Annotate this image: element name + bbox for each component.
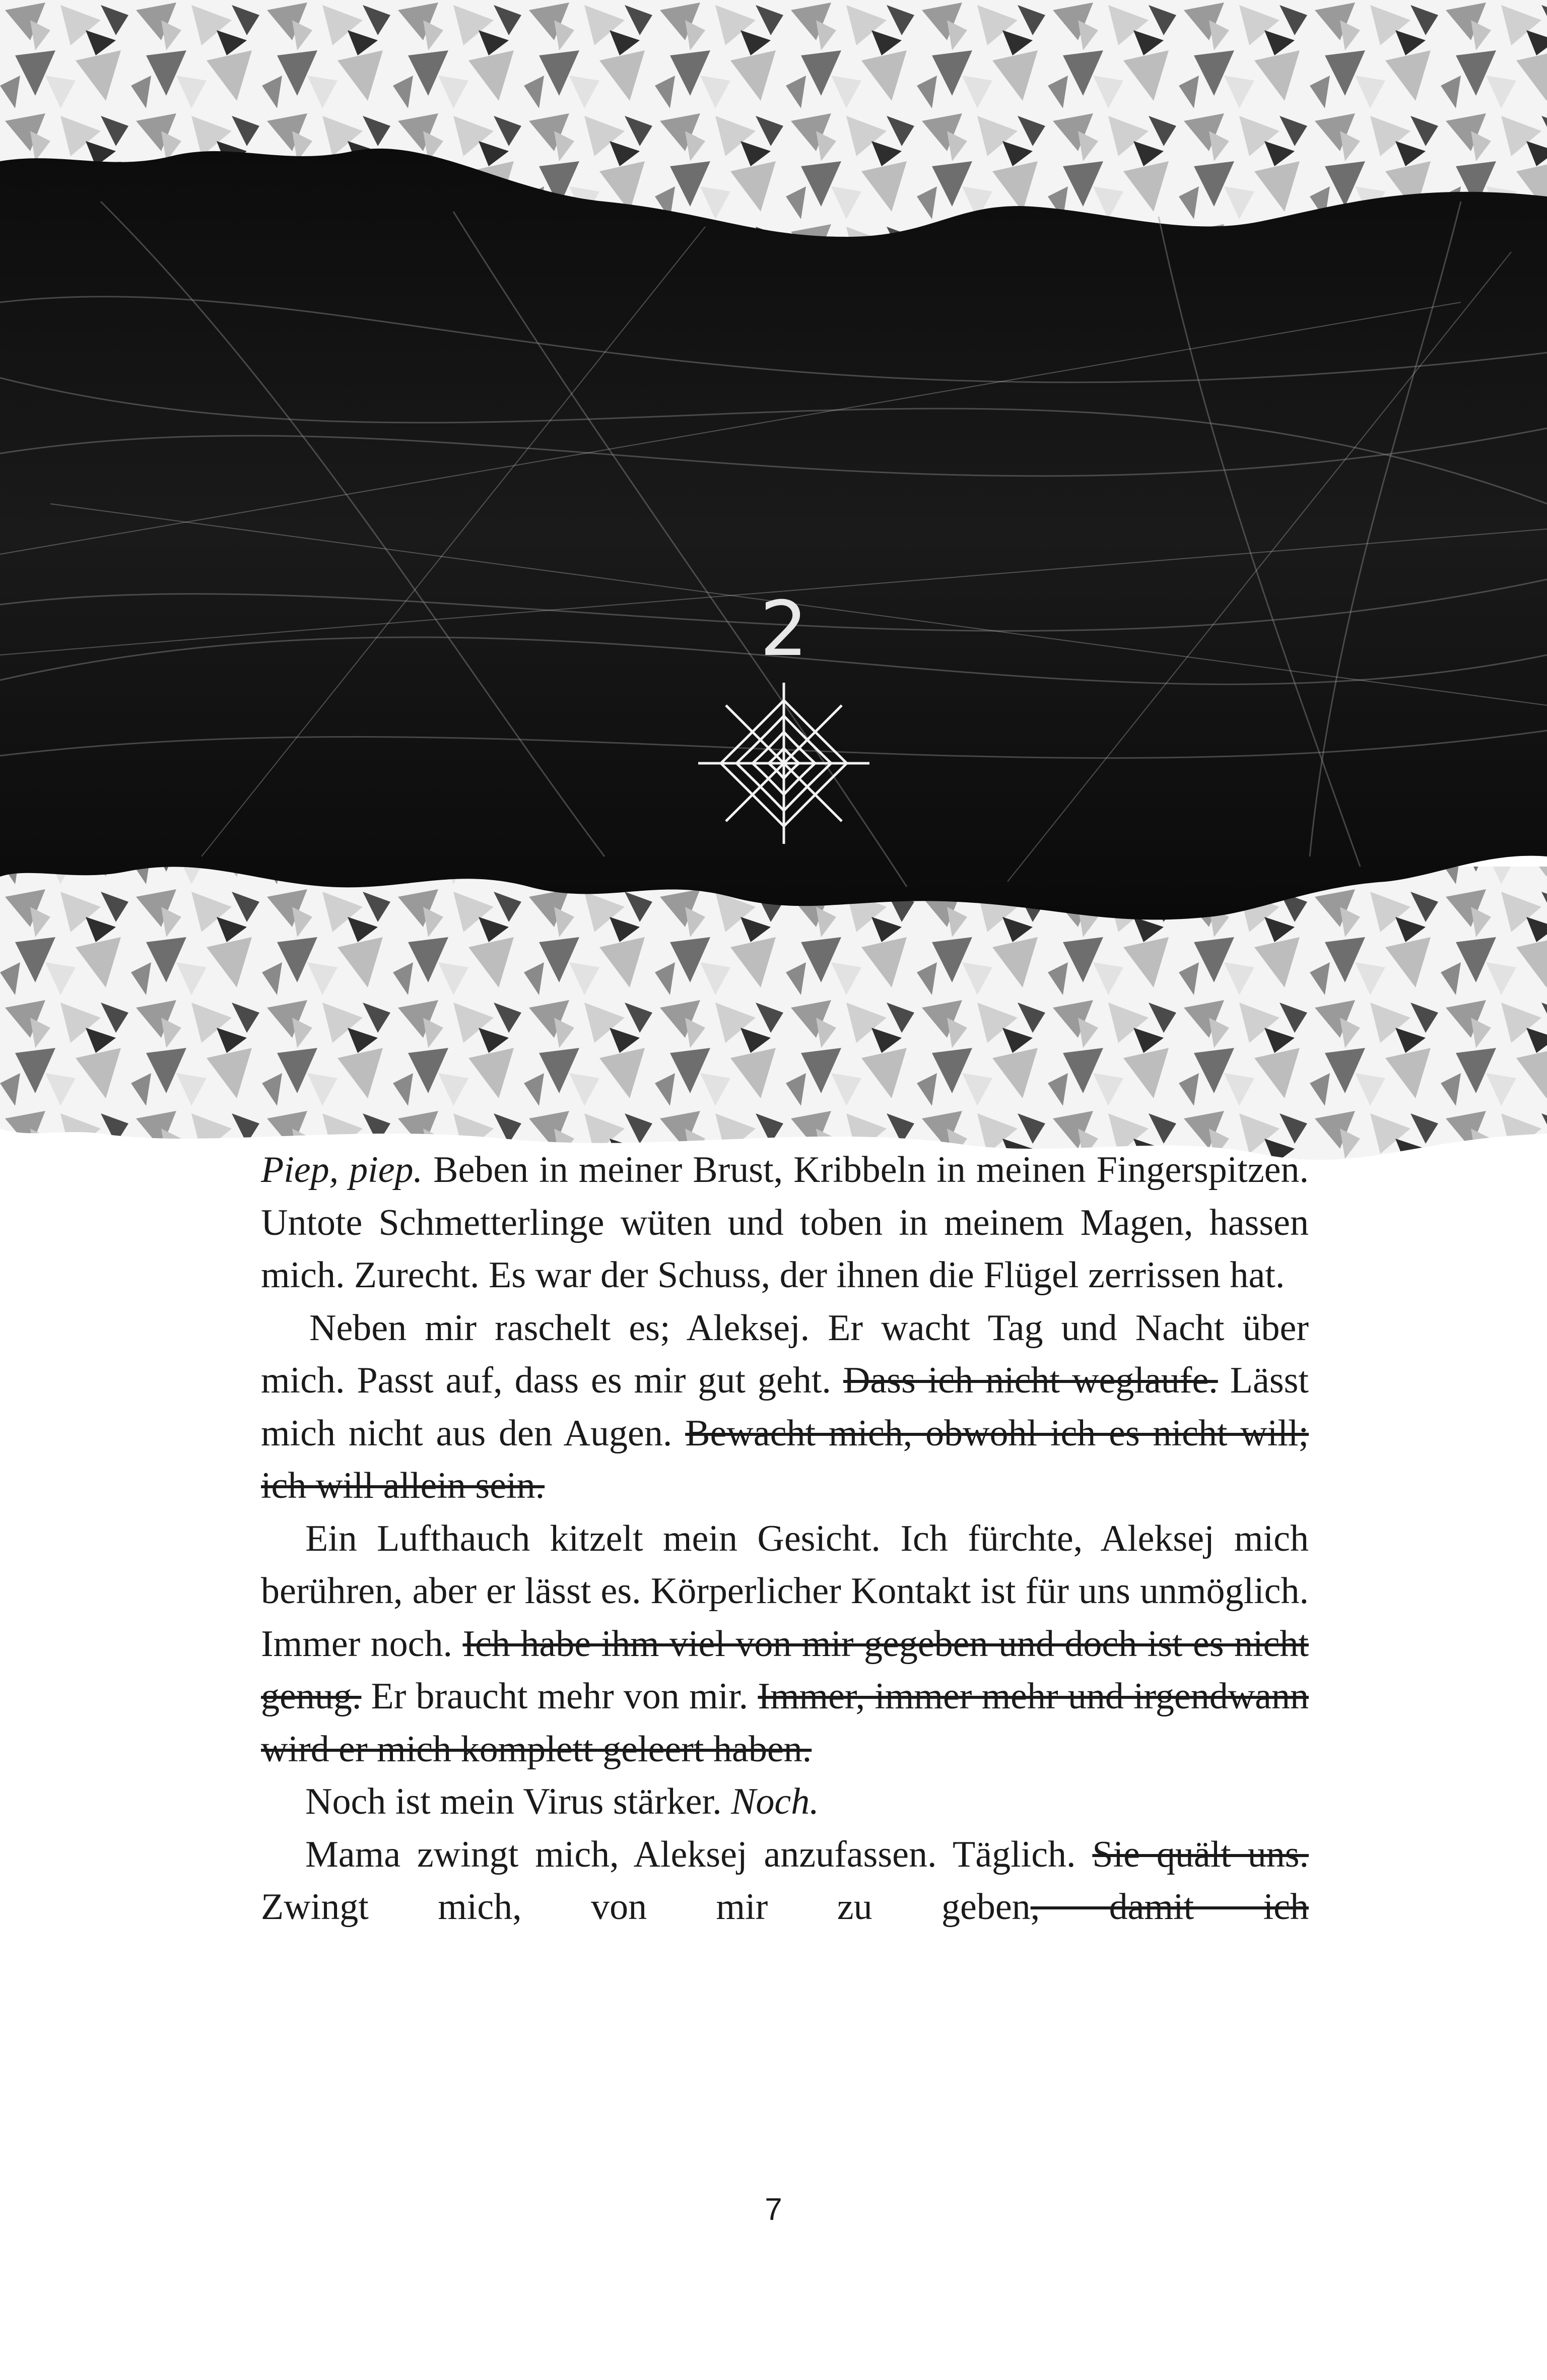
page-number: 7 [765, 2192, 782, 2227]
strikethrough-text: Dass ich nicht weglaufe. [843, 1360, 1218, 1401]
text-run: Zwingt mich, von mir zu geben [261, 1886, 1031, 1928]
text-run: Neben mir raschelt es; Aleksej. Er wacht Tag und Nacht über mich. Passt auf, dass es mir gut geht. [261, 1307, 1309, 1401]
text-run: Lässt mich nicht aus den Augen. [261, 1360, 1309, 1454]
paragraph [261, 1144, 1309, 1302]
paragraph [261, 1828, 1309, 1934]
chapter-body-text [261, 1144, 1309, 1934]
text-italic: Noch. [731, 1781, 819, 1822]
strikethrough-text: Sie quält uns. [1092, 1833, 1309, 1875]
text-run: Er braucht mehr von mir. [361, 1676, 758, 1717]
text-run: Mama zwingt mich, Aleksej anzufassen. Täglich. [305, 1833, 1093, 1875]
text-run: Ein Lufthauch kitzelt mein Gesicht. Ich fürchte, Aleksej mich berühren, aber er lässt es. Körperlicher Kontakt ist für uns unmöglich. Immer noch. [261, 1517, 1309, 1665]
paragraph [261, 1512, 1309, 1776]
paragraph [261, 1775, 1309, 1828]
strikethrough-text: Immer, immer mehr und irgendwann wird er mich komplett geleert haben. [261, 1676, 1309, 1770]
text-run: Noch ist mein Virus stärker. [305, 1781, 731, 1822]
strikethrough-text: Bewacht mich, obwohl ich es nicht will; ich will allein sein. [261, 1412, 1309, 1506]
chapter-number: 2 [760, 585, 808, 673]
strikethrough-text: , damit ich [1030, 1886, 1309, 1928]
strikethrough-text: Ich habe ihm viel von mir gegeben und doch ist es nicht genug. [261, 1623, 1309, 1717]
text-run: Beben in meiner Brust, Kribbeln in meinen Fingerspitzen. Untote Schmetterlinge wüten und toben in meinem Magen, hassen mich. Zurecht. Es war der Schuss, der ihnen die Flügel zerrissen hat. [261, 1149, 1309, 1296]
paragraph [261, 1302, 1309, 1512]
text-italic: Piep, piep. [261, 1149, 423, 1191]
